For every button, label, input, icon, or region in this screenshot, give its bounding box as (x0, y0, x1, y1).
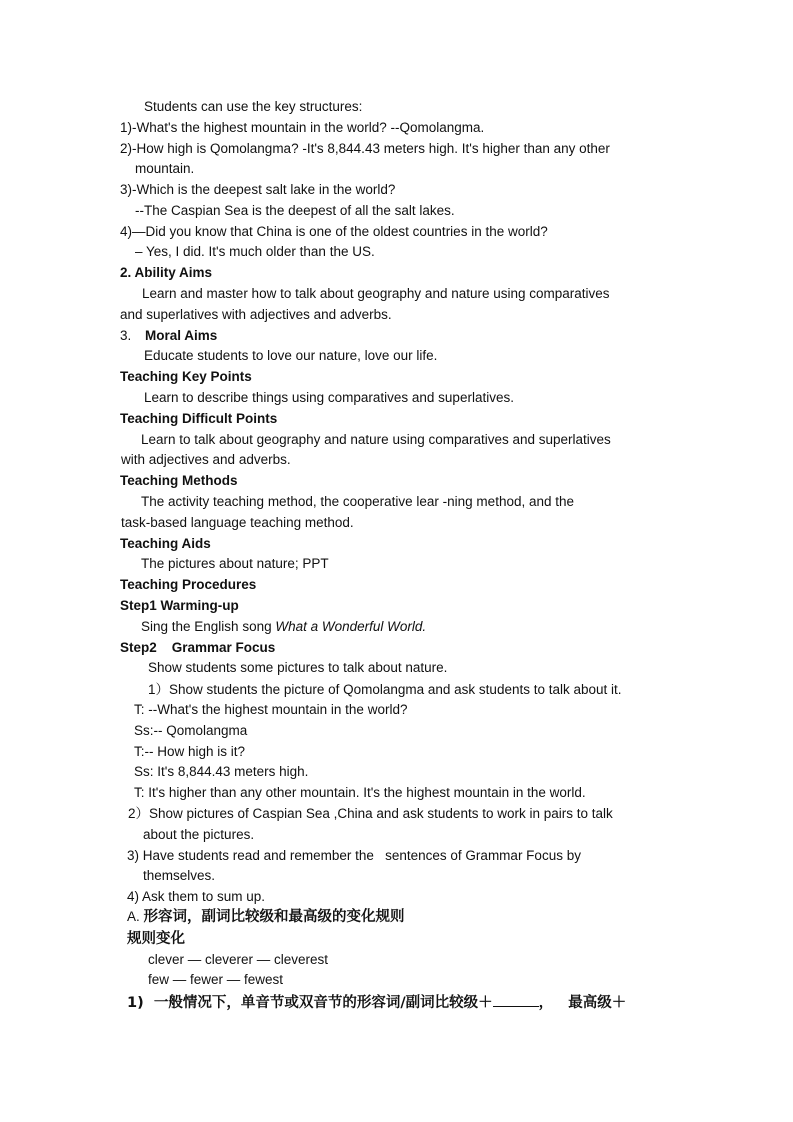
song-title: What a Wonderful World. (275, 619, 427, 634)
key-points-heading: Teaching Key Points (120, 369, 252, 384)
difficult-points-text: Learn to talk about geography and nature using comparatives and superlatives (141, 432, 611, 447)
rule-1-comma: ， (538, 995, 554, 1011)
methods-heading: Teaching Methods (120, 473, 238, 488)
rule-1-number: 1) (127, 995, 144, 1011)
structure-2: 2)-How high is Qomolangma? -It's 8,844.43 meters high. It's higher than any other (120, 141, 610, 156)
dialog-line-1: T: --What's the highest mountain in the world? (134, 702, 408, 717)
structure-2-cont: mountain. (135, 161, 195, 176)
example-clever: clever — cleverer — cleverest (148, 952, 329, 967)
methods-text: The activity teaching method, the cooperative lear -ning method, and the (141, 494, 575, 509)
aids-heading: Teaching Aids (120, 536, 211, 551)
step1-text (141, 617, 426, 637)
step2-item-2: 2）Show pictures of Caspian Sea ,China and ask students to work in pairs to talk (128, 806, 613, 821)
rule-1 (127, 992, 626, 1013)
difficult-points-text-cont: with adjectives and adverbs. (121, 452, 291, 467)
dialog-line-4: Ss: It's 8,844.43 meters high. (134, 764, 309, 779)
step2-item-4: 4) Ask them to sum up. (127, 889, 266, 904)
step2-item-1: 1）Show students the picture of Qomolangma and ask students to talk about it. (148, 682, 622, 697)
dialog-line-2: Ss:-- Qomolangma (134, 723, 248, 738)
step1-heading: Step1 Warming-up (120, 598, 239, 613)
moral-aims-heading: Moral Aims (145, 328, 218, 343)
rule-1-blank[interactable] (493, 992, 539, 1007)
ability-aims-text: Learn and master how to talk about geography and nature using comparatives (142, 286, 610, 301)
structure-4: 4)—Did you know that China is one of the oldest countries in the world? (120, 224, 548, 239)
structure-1: 1)-What's the highest mountain in the world? --Qomolangma. (120, 120, 485, 135)
section-a-title: 形容词，副词比较级和最高级的变化规则 (143, 909, 405, 925)
aids-text: The pictures about nature; PPT (141, 556, 329, 571)
step1-text-plain: Sing the English song (141, 619, 276, 634)
structure-4-answer: – Yes, I did. It's much older than the US. (135, 244, 375, 259)
rule-1-text: 一般情况下，单音节或双音节的形容词/副词比较级＋ (153, 995, 493, 1011)
structure-3: 3)-Which is the deepest salt lake in the world? (120, 182, 396, 197)
procedures-heading: Teaching Procedures (120, 577, 257, 592)
intro-line: Students can use the key structures: (144, 99, 363, 114)
example-few: few — fewer — fewest (148, 972, 284, 987)
moral-aims-number: 3. (120, 328, 132, 343)
ability-aims-text-cont: and superlatives with adjectives and adverbs. (120, 307, 392, 322)
step2-item-3: 3) Have students read and remember the sentences of Grammar Focus by (127, 848, 581, 863)
regular-changes-heading: 规则变化 (127, 931, 185, 947)
moral-aims-text: Educate students to love our nature, love our life. (144, 348, 438, 363)
rule-1-superlative: 最高级＋ (568, 995, 627, 1011)
dialog-line-5: T: It's higher than any other mountain. It's the highest mountain in the world. (134, 785, 586, 800)
step2-item-3-cont: themselves. (143, 868, 216, 883)
section-a-heading (127, 907, 405, 927)
difficult-points-heading: Teaching Difficult Points (120, 411, 278, 426)
step2-intro: Show students some pictures to talk about nature. (148, 660, 448, 675)
step2-heading: Step2 Grammar Focus (120, 640, 276, 655)
methods-text-cont: task-based language teaching method. (121, 515, 354, 530)
structure-3-answer: --The Caspian Sea is the deepest of all the salt lakes. (135, 203, 455, 218)
key-points-text: Learn to describe things using comparatives and superlatives. (144, 390, 514, 405)
step2-item-2-cont: about the pictures. (143, 827, 255, 842)
dialog-line-3: T:-- How high is it? (134, 744, 246, 759)
section-a-letter: A. (127, 909, 140, 924)
ability-aims-heading: 2. Ability Aims (120, 265, 213, 280)
